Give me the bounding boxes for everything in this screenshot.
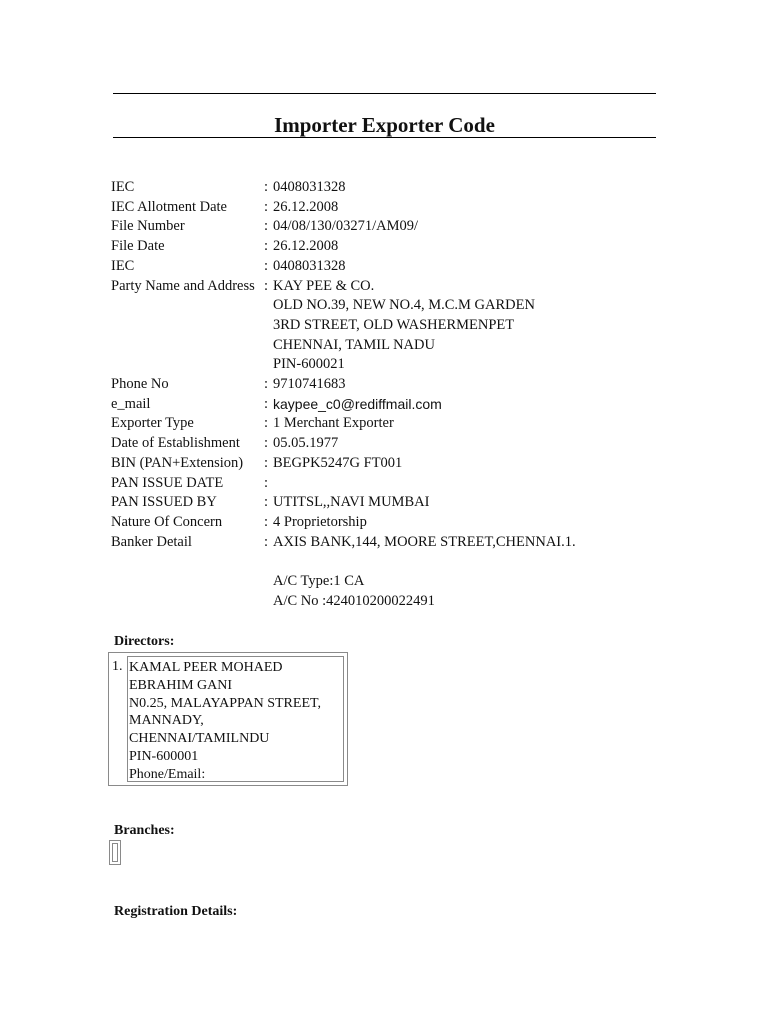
field-separator: : [264,238,269,255]
field-label: IEC Allotment Date [111,198,227,215]
field-row [111,513,671,533]
field-row [111,198,671,218]
header-rule-bottom [113,137,656,138]
field-value-line: 05.05.1977 [273,435,339,452]
field-value [273,237,671,257]
field-separator: : [264,494,269,511]
field-label: Party Name and Address [111,277,255,294]
field-value-line: kaypee_c0@rediffmail.com [273,395,442,412]
field-row [111,533,671,612]
branches-empty-cell [112,843,118,862]
page-title: Importer Exporter Code [274,113,495,137]
field-value-line: 26.12.2008 [273,198,339,215]
field-separator: : [264,454,269,471]
field-separator: : [264,218,269,235]
field-label: Exporter Type [111,415,194,432]
field-separator: : [264,435,269,452]
field-value-line: 9710741683 [273,376,346,393]
field-value-line: 1 Merchant Exporter [273,415,394,432]
field-value [273,533,671,612]
field-row [111,237,671,257]
field-value [273,434,671,454]
field-label: PAN ISSUE DATE [111,474,224,491]
field-value [273,257,671,277]
field-value-line [273,552,671,572]
registration-heading: Registration Details: [114,904,238,919]
field-separator: : [264,533,269,550]
field-label: BIN (PAN+Extension) [111,454,244,471]
field-value-line: AXIS BANK,144, MOORE STREET,CHENNAI.1. [273,533,576,550]
field-row [111,414,671,434]
field-separator: : [264,198,269,215]
field-value [273,474,671,494]
director-detail-line: EBRAHIM GANI [129,677,233,693]
field-value-line: UTITSL,,NAVI MUMBAI [273,494,430,511]
field-row [111,434,671,454]
director-details-cell [127,656,344,782]
field-label: Banker Detail [111,533,192,550]
field-value-line: 4 Proprietorship [273,513,367,530]
field-value-line: PIN-600021 [273,356,345,373]
details-list [111,178,671,611]
field-value-line: BEGPK5247G FT001 [273,454,403,471]
field-label: IEC [111,257,135,274]
director-detail-line: KAMAL PEER MOHAED [129,660,283,675]
field-row [111,277,671,376]
field-value-line [273,474,671,494]
field-value-line: A/C No :424010200022491 [273,592,435,609]
field-separator: : [264,376,269,393]
field-value [273,375,671,395]
field-value-line: OLD NO.39, NEW NO.4, M.C.M GARDEN [273,297,535,314]
field-value [273,454,671,474]
field-row [111,217,671,237]
director-detail-line: MANNADY, [129,713,204,729]
director-detail-line: N0.25, MALAYAPPAN STREET, [129,695,322,711]
branches-table [109,840,121,865]
field-separator: : [264,474,269,491]
field-value [273,493,671,513]
field-value [273,513,671,533]
field-label: Nature Of Concern [111,513,223,530]
field-label: PAN ISSUED BY [111,494,217,511]
field-value-line: 04/08/130/03271/AM09/ [273,218,419,235]
field-row [111,493,671,513]
field-value [273,198,671,218]
field-value-line: 0408031328 [273,179,346,195]
field-value-line: CHENNAI, TAMIL NADU [273,336,435,353]
field-value-line: A/C Type:1 CA [273,573,365,590]
field-separator: : [264,257,269,274]
directors-heading: Directors: [114,634,175,649]
branches-heading: Branches: [114,823,175,838]
field-label: File Number [111,218,185,235]
field-row [111,375,671,395]
field-label: File Date [111,238,165,255]
field-separator: : [264,415,269,432]
field-label: IEC [111,179,135,195]
director-detail-line: CHENNAI/TAMILNDU [129,731,270,747]
field-row [111,178,671,198]
field-label: e_mail [111,395,151,412]
field-value-line: 0408031328 [273,257,346,274]
field-row [111,454,671,474]
field-separator: : [264,513,269,530]
director-detail-line: PIN-600001 [129,748,199,764]
director-number: 1. [112,659,123,674]
field-label: Phone No [111,376,169,393]
field-separator: : [264,179,269,195]
field-row [111,474,671,494]
field-separator: : [264,395,269,412]
field-row [111,257,671,277]
field-label: Date of Establishment [111,435,240,452]
directors-table [108,652,348,786]
field-value [273,178,671,198]
field-value-line: KAY PEE & CO. [273,277,375,294]
header-rule-top [113,93,656,94]
field-value [273,217,671,237]
field-value [273,277,671,376]
director-detail-line: Phone/Email: [129,766,206,782]
field-value-line: 3RD STREET, OLD WASHERMENPET [273,316,515,333]
field-row [111,395,671,415]
field-value-line: 26.12.2008 [273,238,339,255]
field-value [273,395,671,415]
field-separator: : [264,277,269,294]
field-value [273,414,671,434]
